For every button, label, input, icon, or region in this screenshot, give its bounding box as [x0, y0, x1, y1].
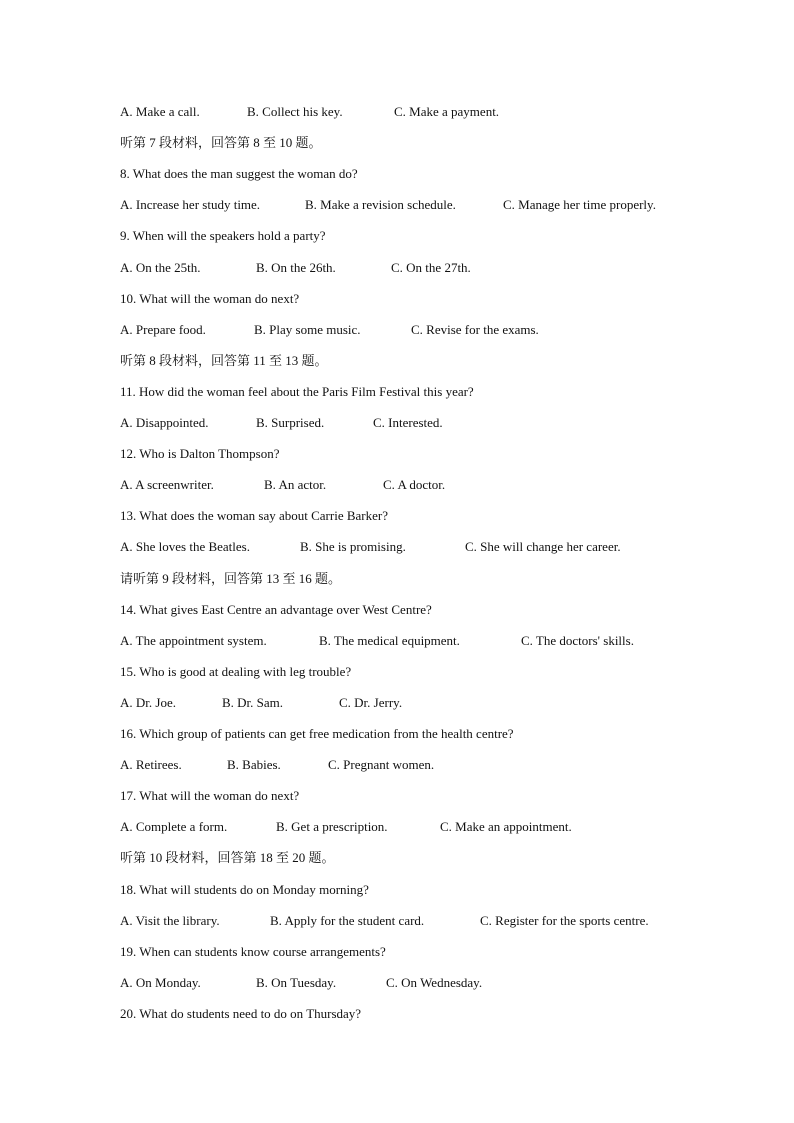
- option-row: [0, 197, 794, 213]
- question-text: 19. When can students know course arrangements?: [120, 944, 386, 959]
- option-row: [0, 415, 794, 431]
- question-text: 15. Who is good at dealing with leg trouble?: [120, 664, 352, 679]
- answer-option-c: C. Interested.: [373, 415, 443, 430]
- option-row: [0, 975, 794, 991]
- answer-option-b: B. Dr. Sam.: [222, 695, 284, 710]
- question-text: 16. Which group of patients can get free medication from the health centre?: [120, 726, 514, 741]
- answer-option-b: B. Surprised.: [256, 415, 325, 430]
- question-text: 8. What does the man suggest the woman do?: [120, 166, 358, 181]
- option-row: [0, 322, 794, 338]
- section-instruction: 听第 7 段材料，回答第 8 至 10 题。: [120, 135, 322, 150]
- answer-option-c: C. Pregnant women.: [328, 757, 435, 772]
- answer-option-b: B. On Tuesday.: [256, 975, 337, 990]
- option-row: [0, 539, 794, 555]
- answer-option-b: B. The medical equipment.: [319, 633, 460, 648]
- section-instruction: 请听第 9 段材料，回答第 13 至 16 题。: [120, 571, 342, 586]
- answer-option-a: A. Dr. Joe.: [120, 695, 176, 710]
- option-row: [0, 695, 794, 711]
- answer-option-c: C. Manage her time properly.: [503, 197, 656, 212]
- question-text: 18. What will students do on Monday morning?: [120, 882, 369, 897]
- answer-option-c: C. Dr. Jerry.: [339, 695, 403, 710]
- option-row: [0, 477, 794, 493]
- option-row: [0, 819, 794, 835]
- answer-option-b: B. Make a revision schedule.: [305, 197, 456, 212]
- answer-option-a: A. Increase her study time.: [120, 197, 261, 212]
- answer-option-b: B. On the 26th.: [256, 260, 336, 275]
- question-text: 17. What will the woman do next?: [120, 788, 300, 803]
- option-row: [0, 104, 794, 120]
- question-text: 10. What will the woman do next?: [120, 291, 300, 306]
- answer-option-b: B. An actor.: [264, 477, 327, 492]
- option-row: [0, 757, 794, 773]
- answer-option-c: C. A doctor.: [383, 477, 446, 492]
- answer-option-b: B. Apply for the student card.: [270, 913, 425, 928]
- option-row: [0, 260, 794, 276]
- section-instruction: 听第 10 段材料，回答第 18 至 20 题。: [120, 850, 335, 865]
- answer-option-a: A. Retirees.: [120, 757, 182, 772]
- answer-option-c: C. On the 27th.: [391, 260, 471, 275]
- answer-option-b: B. Babies.: [227, 757, 281, 772]
- answer-option-a: A. Make a call.: [120, 104, 200, 119]
- answer-option-b: B. Collect his key.: [247, 104, 343, 119]
- question-text: 12. Who is Dalton Thompson?: [120, 446, 280, 461]
- section-instruction: 听第 8 段材料，回答第 11 至 13 题。: [120, 353, 328, 368]
- answer-option-a: A. Visit the library.: [120, 913, 220, 928]
- answer-option-a: A. On Monday.: [120, 975, 201, 990]
- answer-option-a: A. A screenwriter.: [120, 477, 214, 492]
- answer-option-c: C. Register for the sports centre.: [480, 913, 649, 928]
- question-text: 9. When will the speakers hold a party?: [120, 228, 326, 243]
- answer-option-a: A. Prepare food.: [120, 322, 206, 337]
- answer-option-c: C. Make an appointment.: [440, 819, 572, 834]
- question-text: 14. What gives East Centre an advantage over West Centre?: [120, 602, 432, 617]
- answer-option-c: C. She will change her career.: [465, 539, 621, 554]
- question-text: 13. What does the woman say about Carrie Barker?: [120, 508, 388, 523]
- answer-option-a: A. On the 25th.: [120, 260, 201, 275]
- option-row: [0, 633, 794, 649]
- answer-option-a: A. The appointment system.: [120, 633, 267, 648]
- question-text: 20. What do students need to do on Thursday?: [120, 1006, 362, 1021]
- answer-option-c: C. Revise for the exams.: [411, 322, 539, 337]
- question-text: 11. How did the woman feel about the Paris Film Festival this year?: [120, 384, 474, 399]
- answer-option-a: A. Complete a form.: [120, 819, 228, 834]
- answer-option-c: C. On Wednesday.: [386, 975, 483, 990]
- option-row: [0, 913, 794, 929]
- answer-option-b: B. Play some music.: [254, 322, 361, 337]
- answer-option-a: A. She loves the Beatles.: [120, 539, 250, 554]
- answer-option-c: C. Make a payment.: [394, 104, 500, 119]
- answer-option-a: A. Disappointed.: [120, 415, 209, 430]
- answer-option-c: C. The doctors' skills.: [521, 633, 634, 648]
- answer-option-b: B. Get a prescription.: [276, 819, 388, 834]
- answer-option-b: B. She is promising.: [300, 539, 406, 554]
